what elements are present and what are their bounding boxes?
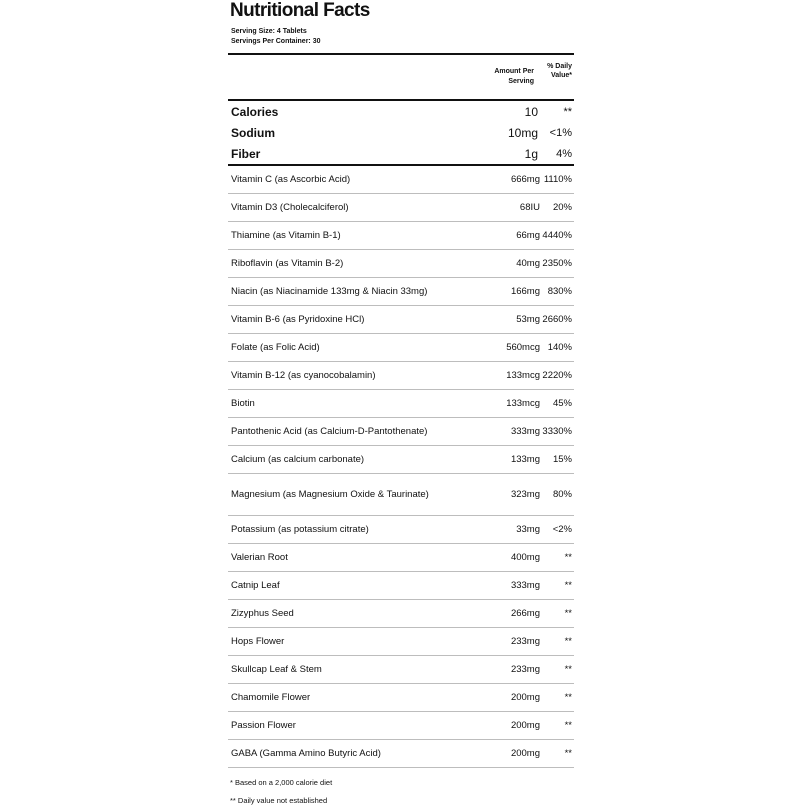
footnote-calorie: * Based on a 2,000 calorie diet	[230, 778, 333, 787]
nutrient-row	[228, 446, 574, 474]
nutrient-amount: 53mg	[516, 314, 540, 325]
nutrient-amount: 560mcg	[506, 342, 540, 353]
nutrient-name: Magnesium (as Magnesium Oxide & Taurinate)	[231, 488, 429, 500]
nutrient-daily-value: 80%	[552, 489, 572, 500]
macro-row	[228, 101, 574, 122]
nutrient-daily-value: **	[564, 552, 572, 563]
nutrient-row	[228, 516, 574, 544]
macro-name: Sodium	[231, 125, 275, 140]
nutrient-amount: 200mg	[510, 692, 540, 703]
nutrient-amount: 166mg	[510, 286, 540, 297]
nutrient-amount: 266mg	[510, 608, 540, 619]
servings-per-container: Servings Per Container: 30	[231, 38, 321, 45]
nutrient-name: Valerian Root	[231, 551, 288, 563]
nutrient-row	[228, 544, 574, 572]
nutrient-amount: 323mg	[510, 489, 540, 500]
nutrient-daily-value: 1110%	[543, 174, 572, 185]
nutrient-amount: 133mg	[510, 454, 540, 465]
macro-name: Fiber	[231, 146, 261, 161]
nutrient-row	[228, 740, 574, 768]
nutrient-daily-value: 830%	[547, 286, 572, 297]
nutrient-name: Thiamine (as Vitamin B-1)	[231, 229, 341, 241]
nutrient-daily-value: 2350%	[542, 258, 572, 269]
nutrient-name: Chamomile Flower	[231, 691, 311, 703]
nutrient-name: GABA (Gamma Amino Butyric Acid)	[231, 747, 381, 759]
nutrient-daily-value: **	[564, 580, 572, 591]
nutrient-amount: 200mg	[510, 720, 540, 731]
nutrient-row	[228, 684, 574, 712]
nutrient-amount: 233mg	[510, 664, 540, 675]
nutrient-row	[228, 222, 574, 250]
nutrient-name: Niacin (as Niacinamide 133mg & Niacin 33mg)	[231, 285, 428, 297]
nutrient-row	[228, 166, 574, 194]
nutrient-name: Zizyphus Seed	[231, 607, 294, 619]
nutrient-row	[228, 418, 574, 446]
nutrient-daily-value: 140%	[547, 342, 572, 353]
nutrient-daily-value: 3330%	[542, 426, 572, 437]
nutrient-name: Vitamin C (as Ascorbic Acid)	[231, 173, 351, 185]
nutrient-name: Catnip Leaf	[231, 579, 280, 591]
nutrient-daily-value: **	[564, 692, 572, 703]
nutrient-amount: 233mg	[510, 636, 540, 647]
nutrient-row	[228, 712, 574, 740]
nutrient-row	[228, 306, 574, 334]
macro-amount: 10mg	[507, 125, 538, 140]
nutrient-name: Skullcap Leaf & Stem	[231, 663, 322, 675]
nutrient-name: Vitamin D3 (Cholecalciferol)	[231, 201, 349, 213]
nutrient-row	[228, 250, 574, 278]
macro-daily-value: 4%	[556, 147, 572, 160]
nutrient-amount: 33mg	[516, 524, 540, 535]
nutrient-daily-value: **	[564, 664, 572, 675]
nutrient-daily-value: **	[564, 748, 572, 759]
nutrient-amount: 400mg	[510, 552, 540, 563]
macros-section	[228, 101, 574, 164]
macro-row	[228, 122, 574, 143]
nutrient-amount: 666mg	[510, 174, 540, 185]
nutrient-amount: 66mg	[516, 230, 540, 241]
nutrient-name: Biotin	[231, 397, 255, 409]
macro-daily-value: **	[563, 105, 572, 118]
macro-name: Calories	[231, 104, 279, 119]
nutrient-daily-value: 45%	[552, 398, 572, 409]
nutrient-name: Passion Flower	[231, 719, 296, 731]
nutrient-daily-value: **	[564, 636, 572, 647]
column-header	[228, 55, 574, 99]
nutrients-table	[228, 166, 574, 768]
nutrient-name: Folate (as Folic Acid)	[231, 341, 320, 353]
nutrient-amount: 133mcg	[506, 370, 540, 381]
nutrient-row	[228, 474, 574, 516]
nutrient-row	[228, 334, 574, 362]
daily-value-header: % Daily Value*	[547, 63, 572, 79]
macro-daily-value: <1%	[549, 126, 572, 139]
nutrient-amount: 200mg	[510, 748, 540, 759]
nutrient-row	[228, 278, 574, 306]
nutrient-name: Calcium (as calcium carbonate)	[231, 453, 365, 465]
macro-row	[228, 143, 574, 164]
amount-header: Amount Per Serving	[494, 68, 534, 85]
nutrient-row	[228, 390, 574, 418]
nutrient-name: Riboflavin (as Vitamin B-2)	[231, 257, 344, 269]
nutrient-row	[228, 194, 574, 222]
nutrient-row	[228, 600, 574, 628]
nutrient-row	[228, 572, 574, 600]
nutrient-row	[228, 362, 574, 390]
nutrient-daily-value: 4440%	[542, 230, 572, 241]
nutrient-amount: 68IU	[519, 202, 540, 213]
nutrient-name: Potassium (as potassium citrate)	[231, 523, 369, 535]
nutrient-amount: 333mg	[510, 426, 540, 437]
macro-amount: 10	[524, 104, 538, 119]
nutrient-row	[228, 656, 574, 684]
nutrient-daily-value: 2220%	[542, 370, 572, 381]
serving-size: Serving Size: 4 Tablets	[231, 28, 307, 35]
footnote-daily-value: ** Daily value not established	[230, 796, 328, 805]
nutrient-daily-value: 15%	[552, 454, 572, 465]
serving-info	[231, 27, 574, 47]
nutrient-daily-value: 2660%	[542, 314, 572, 325]
nutrient-name: Vitamin B-6 (as Pyridoxine HCl)	[231, 313, 365, 325]
nutrient-row	[228, 628, 574, 656]
nutrient-amount: 40mg	[516, 258, 540, 269]
nutrient-amount: 333mg	[510, 580, 540, 591]
nutrient-amount: 133mcg	[506, 398, 540, 409]
nutrient-name: Vitamin B-12 (as cyanocobalamin)	[231, 369, 376, 381]
page-title: Nutritional Facts	[230, 0, 370, 21]
nutrient-daily-value: <2%	[552, 524, 572, 535]
nutrient-daily-value: **	[564, 720, 572, 731]
macro-amount: 1g	[524, 146, 538, 161]
nutrient-daily-value: **	[564, 608, 572, 619]
nutrient-name: Pantothenic Acid (as Calcium-D-Pantothenate)	[231, 425, 428, 437]
nutrient-daily-value: 20%	[552, 202, 572, 213]
nutrition-facts-panel	[228, 0, 574, 810]
nutrient-name: Hops Flower	[231, 635, 285, 647]
